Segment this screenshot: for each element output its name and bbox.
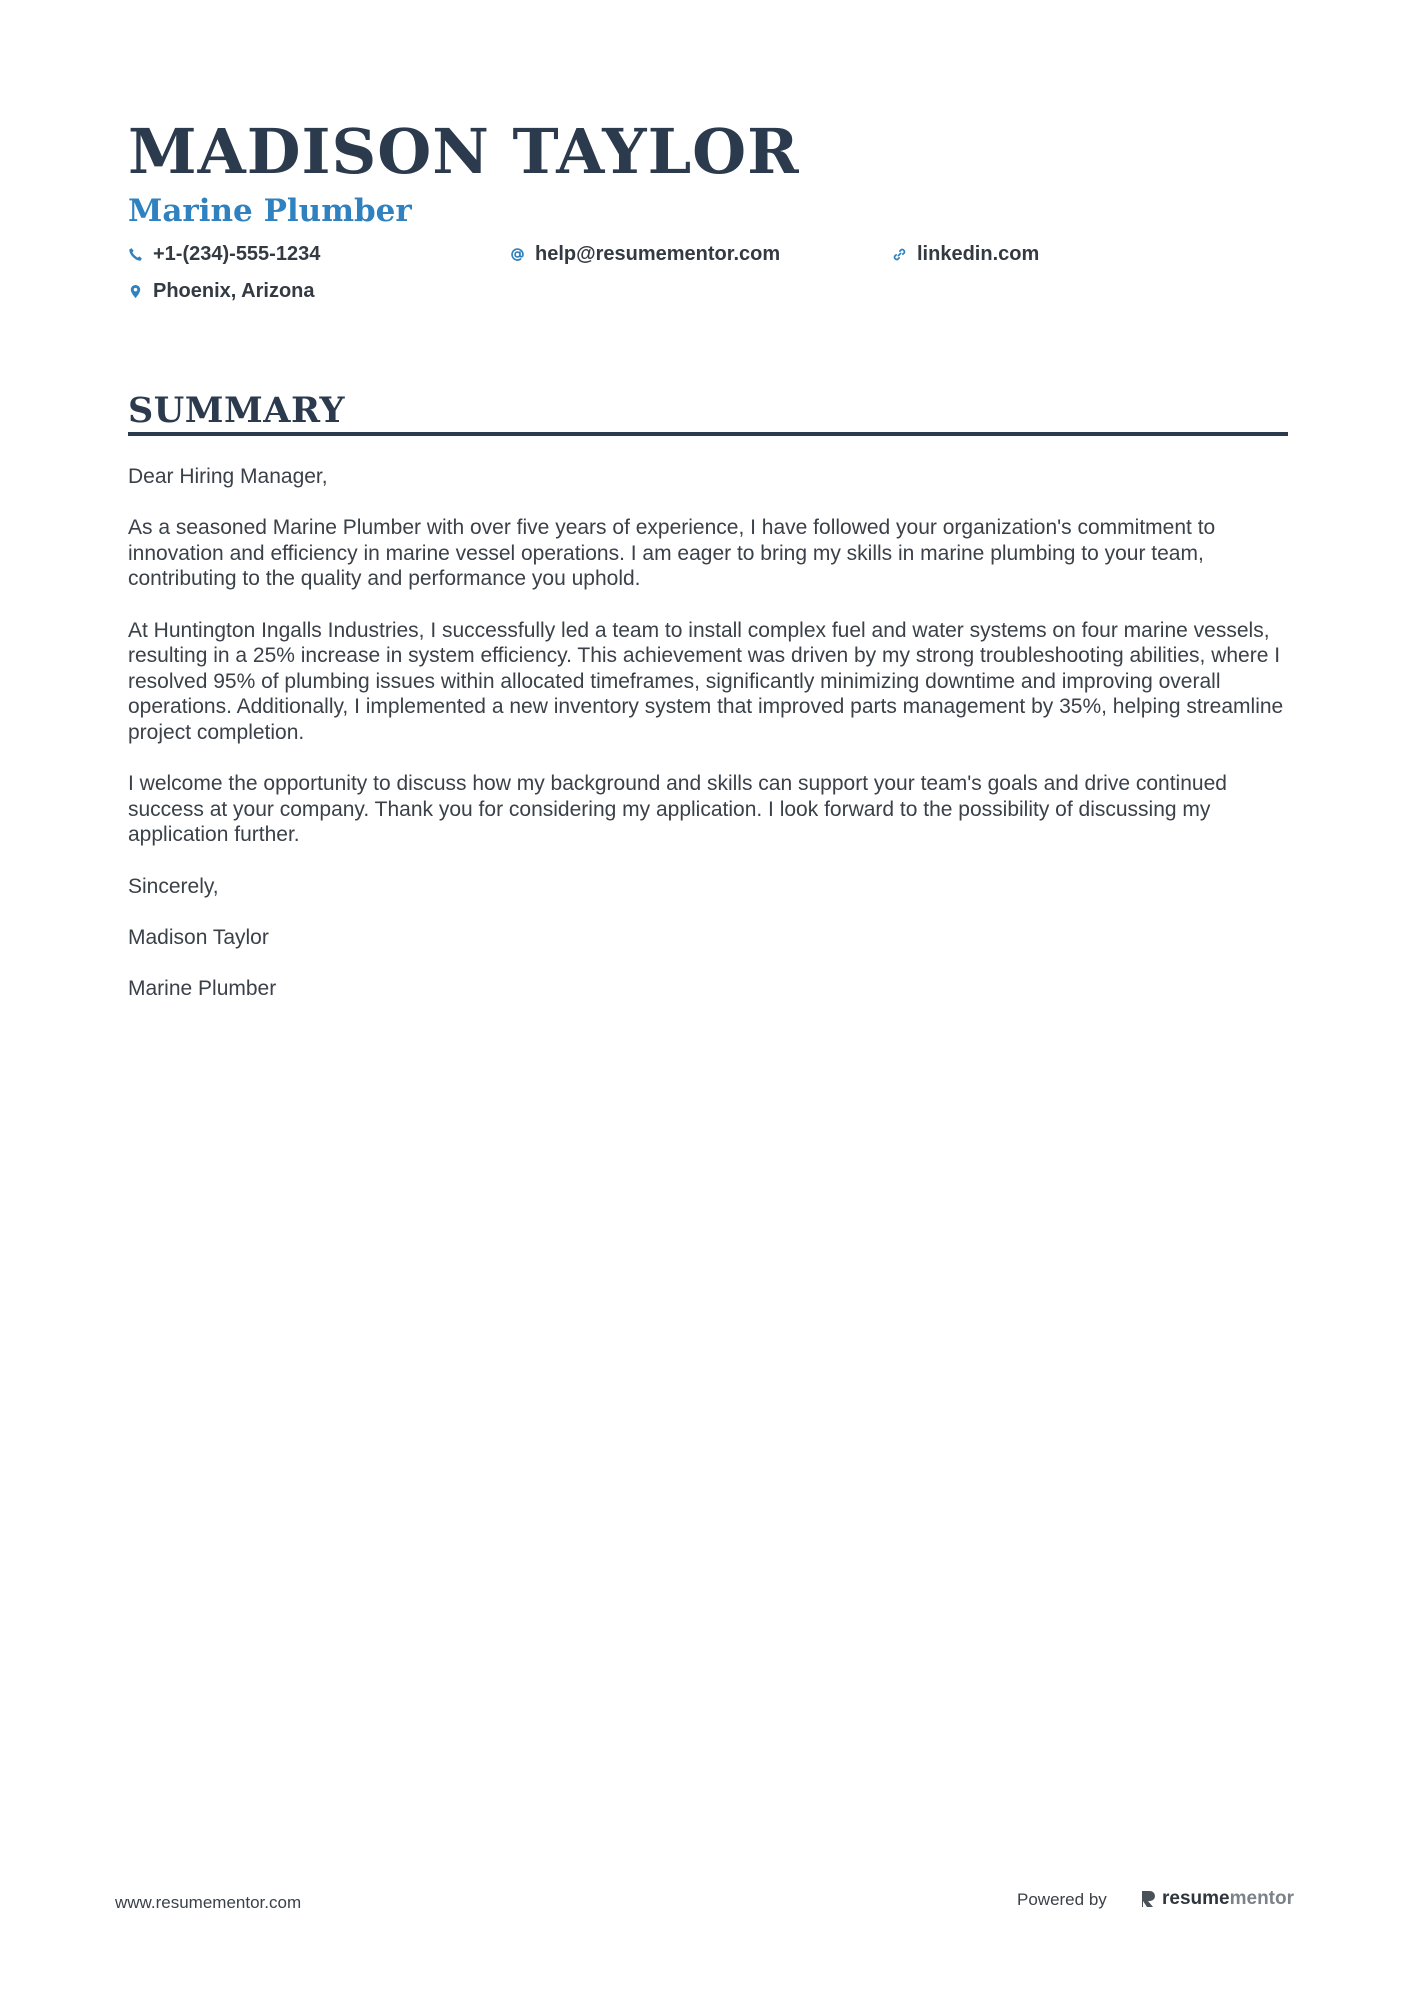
letter-paragraph: At Huntington Ingalls Industries, I successfully led a team to install complex fuel and water systems on four marine vessels, resulting in a 25% increase in system efficiency. This achievement was driven by my strong troubleshooting abilities, where I resolved 95% of plumbing issues within allocated timeframes, significantly minimizing downtime and improving overall operations. Additionally, I implemented a new inventory system that improved parts management by 35%, helping streamline project completion.: [128, 618, 1284, 744]
contact-phone: [128, 240, 320, 268]
section-heading-summary: SUMMARY: [128, 390, 345, 431]
brand-text-part2: mentor: [1229, 1888, 1295, 1909]
salutation: Dear Hiring Manager,: [128, 465, 328, 488]
phone-icon: [128, 246, 143, 263]
letter-paragraph: I welcome the opportunity to discuss how my background and skills can support your team's goals and drive continued success at your company. Thank you for considering my application. I look forward to the possibility of discussing my application further.: [128, 772, 1227, 847]
letter-body: [128, 464, 1298, 1027]
brand-logo[interactable]: [1140, 1886, 1294, 1912]
contact-email[interactable]: [510, 240, 780, 268]
email-text[interactable]: help@resumementor.com: [535, 243, 781, 265]
at-icon: [510, 246, 525, 263]
location-pin-icon: [128, 283, 143, 300]
powered-by-label: Powered by: [1017, 1890, 1107, 1909]
footer-url[interactable]: www.resumementor.com: [115, 1893, 302, 1912]
brand-text-part1: resume: [1162, 1888, 1230, 1909]
job-title: Marine Plumber: [128, 193, 412, 229]
phone-text: +1-(234)-555-1234: [153, 243, 321, 265]
signature-name: Madison Taylor: [128, 925, 269, 949]
candidate-name: MADISON TAYLOR: [128, 115, 800, 188]
section-divider: [128, 432, 1288, 436]
link-text[interactable]: linkedin.com: [917, 243, 1040, 265]
link-icon: [892, 246, 907, 263]
signature-title: Marine Plumber: [128, 976, 277, 1000]
closing: Sincerely,: [128, 874, 219, 898]
letter-paragraph: As a seasoned Marine Plumber with over five years of experience, I have followed your organization's commitment to innovation and efficiency in marine vessel operations. I am eager to bring my skills in marine plumbing to your team, contributing to the quality and performance you uphold.: [128, 516, 1216, 591]
contact-link[interactable]: [892, 240, 1039, 268]
contact-location: [128, 277, 315, 305]
resumementor-logo-icon: [1140, 1889, 1156, 1909]
location-text: Phoenix, Arizona: [153, 280, 315, 302]
